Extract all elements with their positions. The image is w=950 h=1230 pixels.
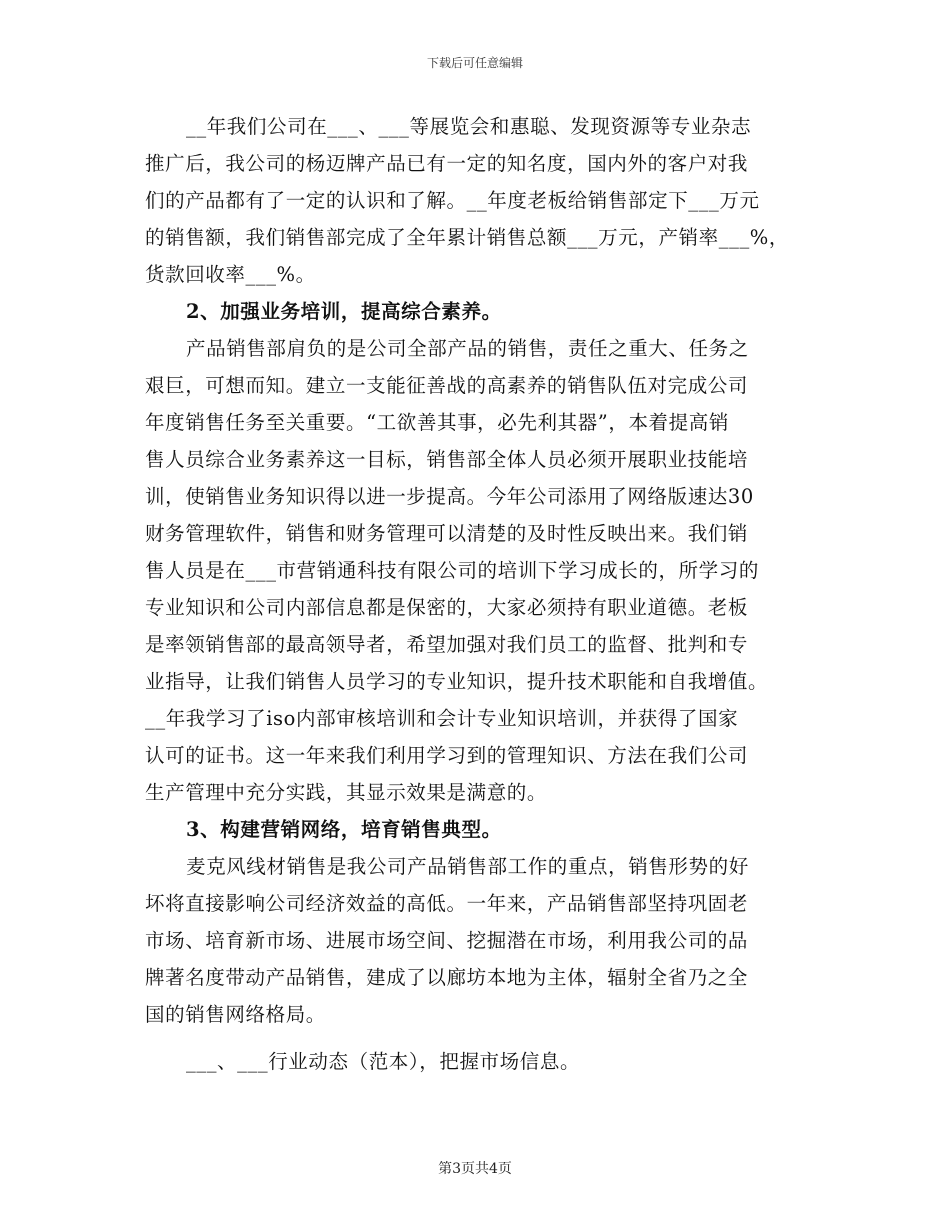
text-line: 国的销售网络格局。 — [145, 1003, 326, 1026]
page-header: 下载后可任意编辑 — [426, 56, 523, 70]
text-line: 年度销售任务至关重要。“工欲善其事，必先利其器”，本着提高销 — [145, 411, 729, 434]
text-line: 专业知识和公司内部信息都是保密的，大家必须持有职业道德。老板 — [145, 596, 749, 619]
text-line: 艰巨，可想而知。建立一支能征善战的高素养的销售队伍对完成公司 — [145, 374, 749, 397]
paragraph — [145, 108, 805, 293]
text-line: 是率领销售部的最高领导者，希望加强对我们员工的监督、批判和专 — [145, 633, 749, 656]
text-line: 生产管理中充分实践，其显示效果是满意的。 — [145, 781, 548, 804]
text-line: 们的产品都有了一定的认识和了解。__年度老板给销售部定下___万元 — [145, 189, 760, 212]
text-line: 牌著名度带动产品销售，建成了以廊坊本地为主体，辐射全省乃之全 — [145, 966, 749, 989]
text-line: 麦克风线材销售是我公司产品销售部工作的重点，销售形势的好 — [186, 855, 749, 878]
text-line: 财务管理软件，销售和财务管理可以清楚的及时性反映出来。我们销 — [145, 522, 749, 545]
paragraph — [145, 848, 805, 1033]
section-heading: 3、构建营销网络，培育销售典型。 — [186, 818, 502, 841]
text-line: 市场、培育新市场、进展市场空间、挖掘潜在市场，利用我公司的品 — [145, 929, 749, 952]
text-line: 售人员是在___市营销通科技有限公司的培训下学习成长的，所学习的 — [145, 559, 759, 582]
text-line: ___、___行业动态（范本），把握市场信息。 — [186, 1050, 581, 1073]
text-line: 坏将直接影响公司经济效益的高低。一年来，产品销售部坚持巩固老 — [145, 892, 749, 915]
text-line: __年我学习了iso内部审核培训和会计专业知识培训，并获得了国家 — [145, 707, 739, 730]
text-line: 售人员综合业务素养这一目标，销售部全体人员必须开展职业技能培 — [145, 448, 749, 471]
text-line: __年我们公司在___、___等展览会和惠聪、发现资源等专业杂志 — [186, 115, 752, 138]
text-line: 的销售额，我们销售部完成了全年累计销售总额___万元，产销率___%， — [145, 226, 790, 249]
text-line: 产品销售部肩负的是公司全部产品的销售，责任之重大、任务之 — [186, 337, 749, 360]
text-line: 业指导，让我们销售人员学习的专业知识，提升技术职能和自我增值。 — [145, 670, 769, 693]
document-body — [145, 108, 805, 1080]
section-heading: 2、加强业务培训，提高综合素养。 — [186, 300, 502, 323]
text-line: 训，使销售业务知识得以进一步提高。今年公司添用了网络版速达30 — [145, 485, 754, 508]
text-line: 货款回收率___%。 — [145, 263, 316, 286]
paragraph — [145, 1043, 805, 1080]
page-number: 第3页共4页 — [438, 1161, 512, 1177]
text-line: 推广后，我公司的杨迈牌产品已有一定的知名度，国内外的客户对我 — [145, 152, 749, 175]
text-line: 认可的证书。这一年来我们利用学习到的管理知识、方法在我们公司 — [145, 744, 749, 767]
paragraph — [145, 330, 805, 811]
